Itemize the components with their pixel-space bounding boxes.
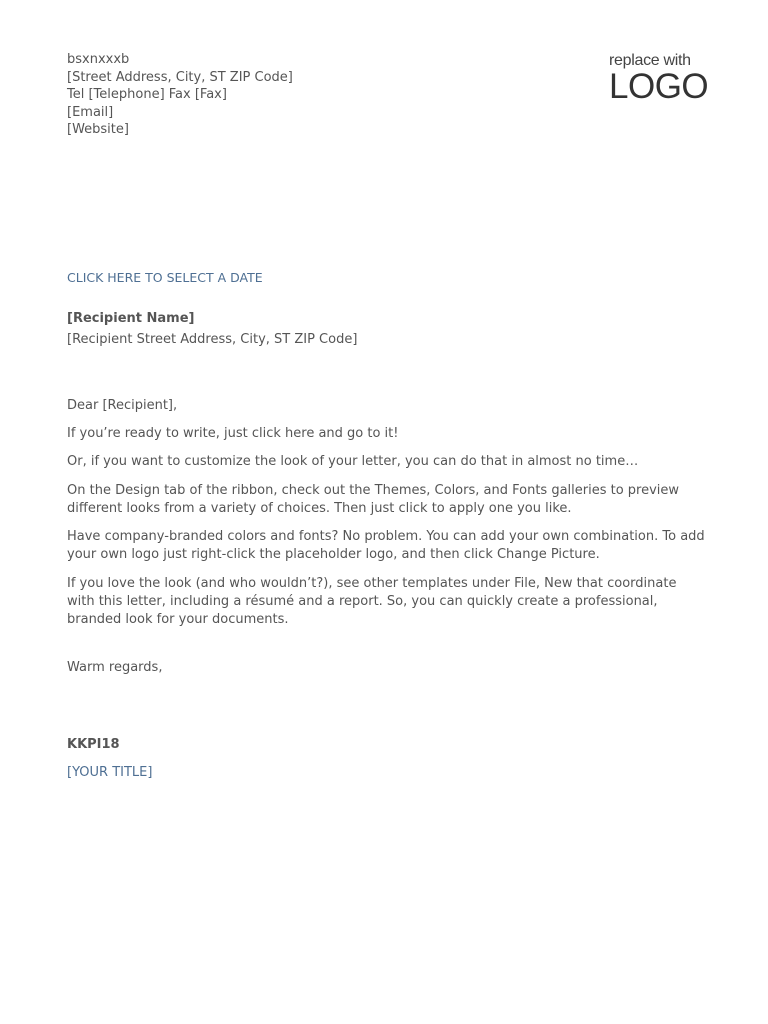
signature-name[interactable]: KKPI18 bbox=[67, 737, 120, 752]
date-picker[interactable]: CLICK HERE TO SELECT A DATE bbox=[67, 270, 263, 285]
sender-website[interactable]: [Website] bbox=[67, 122, 129, 137]
sender-address[interactable]: [Street Address, City, ST ZIP Code] bbox=[67, 69, 293, 85]
logo-caption: replace with bbox=[609, 52, 691, 69]
body-paragraph[interactable]: If you love the look (and who wouldn’t?), see other templates under File, New that coordinate with this letter, including a résumé and a report. So, you can quickly create a professional, branded look for your documents. bbox=[67, 576, 677, 627]
body-paragraph[interactable]: On the Design tab of the ribbon, check out the Themes, Colors, and Fonts galleries to preview different looks from a variety of choices. Then just click to apply one you like. bbox=[67, 483, 680, 516]
logo-placeholder[interactable] bbox=[609, 52, 708, 104]
closing[interactable]: Warm regards, bbox=[67, 660, 163, 675]
body-paragraph[interactable]: Or, if you want to customize the look of your letter, you can do that in almost no time… bbox=[67, 454, 639, 469]
recipient-name[interactable]: [Recipient Name] bbox=[67, 311, 195, 326]
sender-block bbox=[67, 51, 293, 139]
recipient-address[interactable]: [Recipient Street Address, City, ST ZIP Code] bbox=[67, 332, 358, 347]
signature-title[interactable]: [YOUR TITLE] bbox=[67, 765, 153, 780]
body-paragraph[interactable]: Have company-branded colors and fonts? No problem. You can add your own combination. To add your own logo just right-click the placeholder logo, and then click Change Picture. bbox=[67, 529, 705, 562]
body-paragraph[interactable]: If you’re ready to write, just click here and go to it! bbox=[67, 426, 399, 441]
logo-text: LOGO bbox=[609, 67, 709, 106]
salutation[interactable]: Dear [Recipient], bbox=[67, 398, 178, 413]
sender-email[interactable]: [Email] bbox=[67, 104, 114, 120]
sender-name[interactable]: bsxnxxxb bbox=[67, 52, 130, 67]
sender-phone-fax[interactable]: Tel [Telephone] Fax [Fax] bbox=[67, 87, 227, 102]
